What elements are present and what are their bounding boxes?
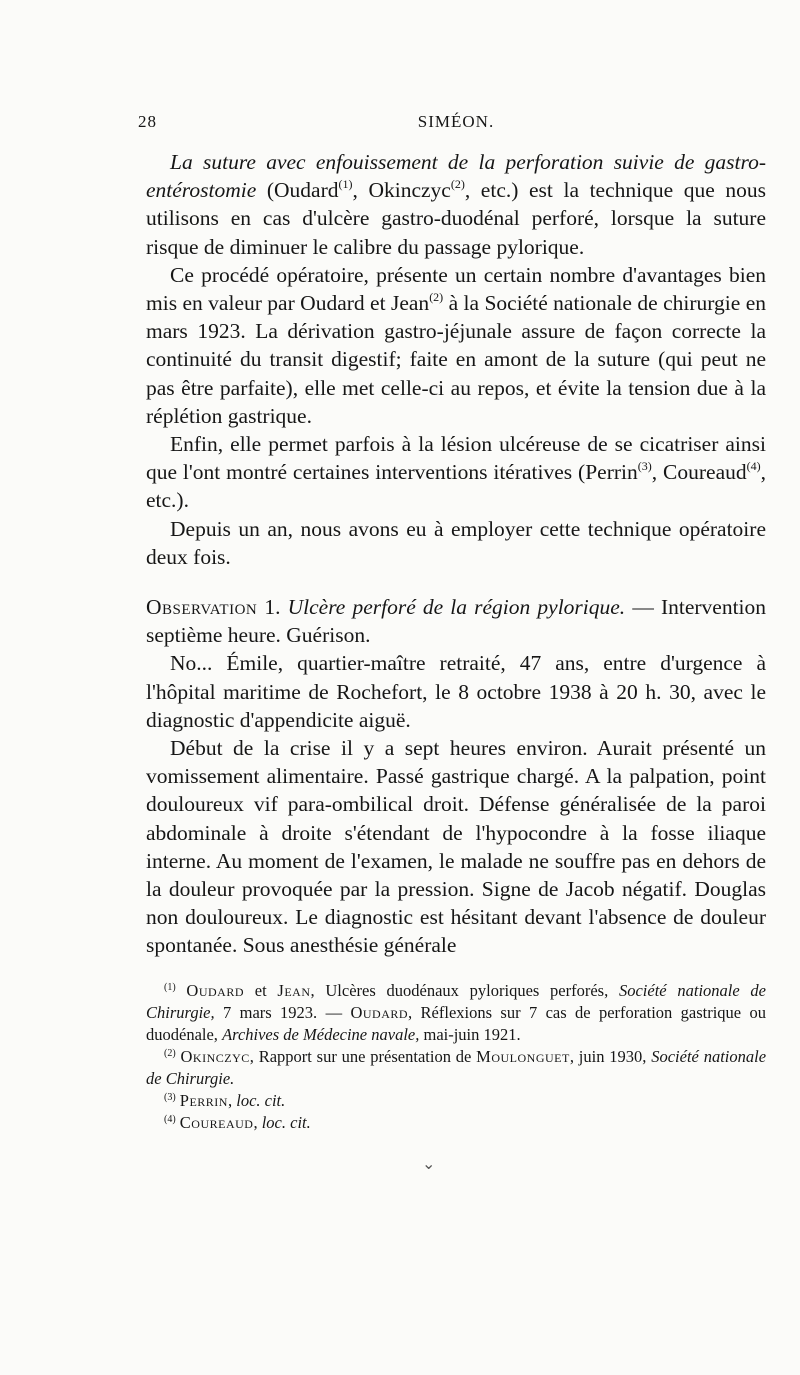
citation: loc. cit.	[236, 1090, 286, 1110]
observation-heading	[146, 593, 766, 649]
author: Oudard	[186, 980, 245, 1000]
paragraph-3	[146, 430, 766, 515]
text: Ce procédé opératoire, présente un certain nombre d'avantages bien mis en valeur par Oudard et Jean	[146, 262, 766, 316]
author: Moulonguet	[476, 1046, 570, 1066]
text: à la Société nationale de chirurgie en mars 1923. La dérivation gastro-jéjunale assure de façon correcte la continuité du transit digestif; faite en amont de la suture (qui peut ne pas être parfaite), elle met celle-ci au repos, et évite la tension due à la réplétion gastrique.	[146, 291, 766, 428]
text: , Ulcères duodénaux pyloriques perforés,	[310, 980, 619, 1000]
author: Perrin	[179, 1090, 228, 1110]
author: Coureaud	[179, 1112, 254, 1132]
author: Okinczyc	[180, 1046, 250, 1066]
footnote-mark: (2)	[164, 1047, 176, 1059]
text: mai-juin 1921.	[419, 1024, 521, 1044]
footnote-1	[146, 980, 766, 1046]
footnote-4	[146, 1112, 766, 1134]
body-text	[146, 148, 766, 960]
journal: Société nationale de Chirurgie.	[146, 1046, 767, 1088]
footnote-mark: (4)	[164, 1113, 176, 1125]
journal: Société nationale de Chirurgie,	[146, 980, 767, 1022]
page	[138, 112, 767, 1134]
page-header	[138, 112, 766, 148]
emphasis: La suture avec enfouissement de la perforation suivie de gastro-entérostomie	[146, 150, 766, 203]
text: , etc.) est la technique que nous utilisons en cas d'ulcère gastro-duodénal perforé, lorsque la suture risque de diminuer le calibre du passage pylorique.	[146, 178, 766, 259]
text: , juin 1930,	[569, 1046, 652, 1066]
author: Oudard	[350, 1002, 409, 1022]
footnotes	[146, 980, 766, 1134]
footnote-mark: (1)	[164, 981, 176, 993]
footnote-ref[interactable]: (4)	[746, 459, 761, 474]
footnote-2	[146, 1046, 766, 1090]
footnote-ref[interactable]: (2)	[450, 177, 465, 192]
text: 7 mars 1923. —	[214, 1002, 351, 1022]
text: (Oudard	[256, 178, 339, 203]
text: Enfin, elle permet parfois à la lésion ulcéreuse de se cicatriser ainsi que l'ont montré certaines interventions itératives (Perrin	[146, 432, 766, 485]
text: , etc.).	[146, 460, 766, 513]
text: — Intervention septième heure. Guérison.	[146, 595, 767, 648]
footnote-mark: (3)	[164, 1091, 176, 1103]
text: , Réflexions sur 7 cas de perforation gastrique ou duodénale,	[146, 1002, 767, 1044]
paragraph-5: No... Émile, quartier-maître retraité, 47 ans, entre d'urgence à l'hôpital maritime de Rochefort, le 8 octobre 1938 à 20 h. 30, avec le diagnostic d'appendicite aiguë.	[146, 651, 766, 732]
footnote-ref[interactable]: (1)	[338, 177, 353, 192]
author: Jean	[277, 980, 311, 1000]
observation-number: 1.	[257, 595, 288, 620]
footnote-3	[146, 1090, 766, 1112]
running-head: SIMÉON.	[417, 112, 495, 131]
text: et	[244, 980, 278, 1000]
citation: loc. cit.	[261, 1112, 311, 1132]
text: , Okinczyc	[352, 178, 451, 203]
text: , Coureaud	[651, 460, 747, 485]
observation-title: Ulcère perforé de la région pylorique.	[287, 595, 626, 620]
footnote-ref[interactable]: (3)	[637, 459, 652, 474]
text: ,	[227, 1090, 237, 1110]
pencil-mark: ⌄	[422, 1156, 436, 1173]
paragraph-1	[146, 148, 766, 261]
text: , Rapport sur une présentation de	[249, 1046, 477, 1066]
journal: Archives de Médecine navale,	[222, 1024, 420, 1044]
paragraph-2	[146, 261, 766, 430]
paragraph-4: Depuis un an, nous avons eu à employer cette technique opératoire deux fois.	[146, 516, 766, 569]
footnote-ref[interactable]: (2)	[429, 290, 444, 305]
page-number: 28	[138, 112, 157, 131]
paragraph-6: Début de la crise il y a sept heures environ. Aurait présenté un vomissement alimentaire. Passé gastrique chargé. A la palpation, point douloureux vif para-ombilical droit. Défense généralisée de la paroi abdominale à droite s'étendant de l'hypocondre à la fosse iliaque interne. Au moment de l'examen, le malade ne souffre pas en dehors de la douleur provoquée par la pression. Signe de Jacob négatif. Douglas non douloureux. Le diagnostic est hésitant devant l'absence de douleur spontanée. Sous anesthésie générale	[146, 736, 766, 958]
text: ,	[253, 1112, 262, 1132]
observation-label: Observation	[146, 595, 258, 620]
